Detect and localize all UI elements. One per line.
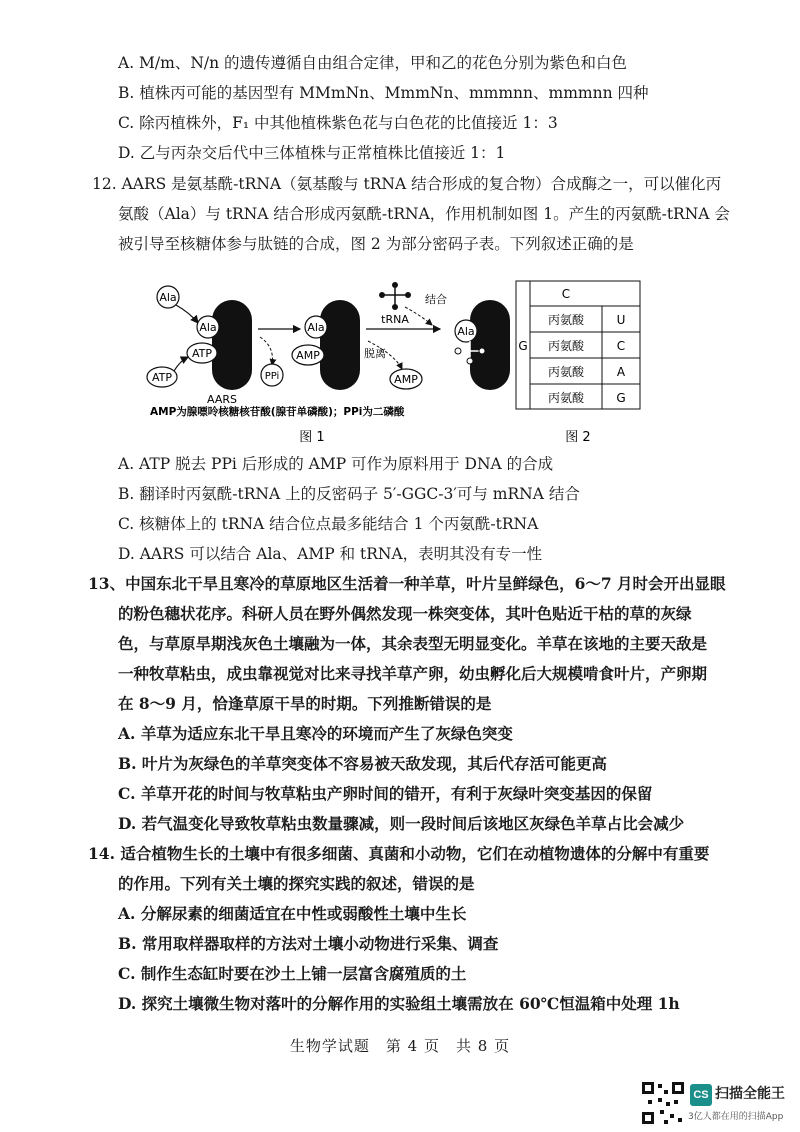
aars-stage-1 [147,286,252,406]
codon-third: G [616,391,626,405]
ala-label: Ala [159,291,177,304]
q14-option-c: C. 制作生态缸时要在沙土上铺一层富含腐殖质的土 [118,964,467,983]
scanner-watermark [640,1080,800,1132]
q12-option-c: C. 核糖体上的 tRNA 结合位点最多能结合 1 个丙氨酰-tRNA [118,515,539,533]
q13-option-c: C. 羊草开花的时间与牧草粘虫产卵时间的错开，有利于灰绿叶突变基因的保留 [118,784,653,803]
q12-option-b: B. 翻译时丙氨酰-tRNA 上的反密码子 5′-GGC-3′可与 mRNA 结合 [118,485,580,503]
figure2-caption: 图 2 [565,430,591,445]
q12-stem-line: 12. AARS 是氨基酰-tRNA（氨基酸与 tRNA 结合形成的复合物）合成酶之一，可以催化丙 [92,175,722,193]
aars-enzyme-2 [320,300,360,390]
q13-option-d: D. 若气温变化导致牧草粘虫数量骤减，则一段时间后该地区灰绿色羊草占比会减少 [118,814,685,833]
q12-option-a: A. ATP 脱去 PPi 后形成的 AMP 可作为原料用于 DNA 的合成 [118,455,554,473]
q11-option-c: C. 除丙植株外，F₁ 中其他植株紫色花与白色花的比值接近 1：3 [118,114,558,132]
release-label: 脱离 [364,347,386,360]
aars-label: AARS [207,393,237,406]
second-base: C [561,287,571,301]
aars-stage-2 [292,300,360,390]
codon-aa: 丙氨酸 [547,391,585,405]
bind-label: 结合 [425,293,447,306]
amp-on-aars: AMP [296,349,320,362]
codon-third: U [616,313,626,327]
q13-stem-line: 的粉色穗状花序。科研人员在野外偶然发现一株突变体，其叶色贴近干枯的草的灰绿 [118,604,692,623]
trna-icon [379,282,411,326]
atp-on-aars: ATP [191,347,213,360]
codon-aa: 丙氨酸 [547,365,585,379]
amp-free: AMP [394,373,418,386]
q14-option-a: A. 分解尿素的细菌适宜在中性或弱酸性土壤中生长 [118,904,467,923]
ala-on-aars-2: Ala [307,321,325,334]
codon-aa: 丙氨酸 [547,339,585,353]
q14-option-b: B. 常用取样器取样的方法对土壤小动物进行采集、调查 [118,934,499,953]
camscanner-logo: CS [690,1084,712,1106]
q11-option-a: A. M/m、N/n 的遗传遵循自由组合定律，甲和乙的花色分别为紫色和白色 [118,54,628,72]
atp-free: ATP [151,371,173,384]
figure1-caption: 图 1 [299,430,325,445]
q13-stem-line: 一种牧草粘虫，成虫靠视觉对比来寻找羊草产卵，幼虫孵化后大规模啃食叶片，产卵期 [118,664,708,683]
watermark-title: 扫描全能王 [715,1086,785,1102]
q13-option-b: B. 叶片为灰绿色的羊草突变体不容易被天敌发现，其后代存活可能更高 [118,754,607,773]
ppi-label: PPi [264,371,280,382]
q12-option-d: D. AARS 可以结合 Ala、AMP 和 tRNA，表明其没有专一性 [118,545,543,563]
q14-stem-line: 的作用。下列有关土壤的探究实践的叙述，错误的是 [118,874,475,893]
codon-third: C [616,339,626,353]
ala-on-aars-3: Ala [457,325,475,338]
first-base: G [518,339,528,353]
qr-code-icon [640,1080,686,1126]
q13-stem-line: 色，与草原旱期浅灰色土壤融为一体，其余表型无明显变化。羊草在该地的主要天敌是 [118,634,708,653]
q11-option-d: D. 乙与丙杂交后代中三体植株与正常植株比值接近 1：1 [118,144,506,162]
watermark-subtitle: 3亿人都在用的扫描App [688,1112,784,1122]
q14-stem-line: 14. 适合植物生长的土壤中有很多细菌、真菌和小动物，它们在动植物遗体的分解中有重要 [88,844,710,863]
q12-stem-line: 被引导至核糖体参与肽链的合成，图 2 为部分密码子表。下列叙述正确的是 [118,235,634,253]
page-footer: 生物学试题 第 4 页 共 8 页 [289,1037,511,1055]
q13-option-a: A. 羊草为适应东北干旱且寒冷的环境而产生了灰绿色突变 [118,724,513,743]
ala-on-aars: Ala [199,321,217,334]
aars-stage-3 [455,300,510,390]
aars-enzyme-1 [212,300,252,390]
codon-aa: 丙氨酸 [547,313,585,327]
figure1-note: AMP为腺嘌呤核糖核苷酸(腺苷单磷酸)；PPi为二磷酸 [150,406,405,418]
q13-stem-line: 13、中国东北干旱且寒冷的草原地区生活着一种羊草，叶片呈鲜绿色，6～7 月时会开出显眼 [88,574,726,593]
aars-enzyme-3 [470,300,510,390]
q12-stem-line: 氨酸（Ala）与 tRNA 结合形成丙氨酰-tRNA，作用机制如图 1。产生的丙氨酰-tRNA 会 [118,205,730,223]
figure-diagram [140,275,660,450]
q11-option-b: B. 植株丙可能的基因型有 MMmNn、MmmNn、mmmnn、mmmnn 四种 [118,84,649,102]
trna-label: tRNA [381,313,409,326]
codon-third: A [616,365,626,379]
q14-option-d: D. 探究土壤微生物对落叶的分解作用的实验组土壤需放在 60℃恒温箱中处理 1h [118,994,680,1013]
codon-table [516,281,640,409]
q13-stem-line: 在 8～9 月，恰逢草原干旱的时期。下列推断错误的是 [118,694,492,713]
